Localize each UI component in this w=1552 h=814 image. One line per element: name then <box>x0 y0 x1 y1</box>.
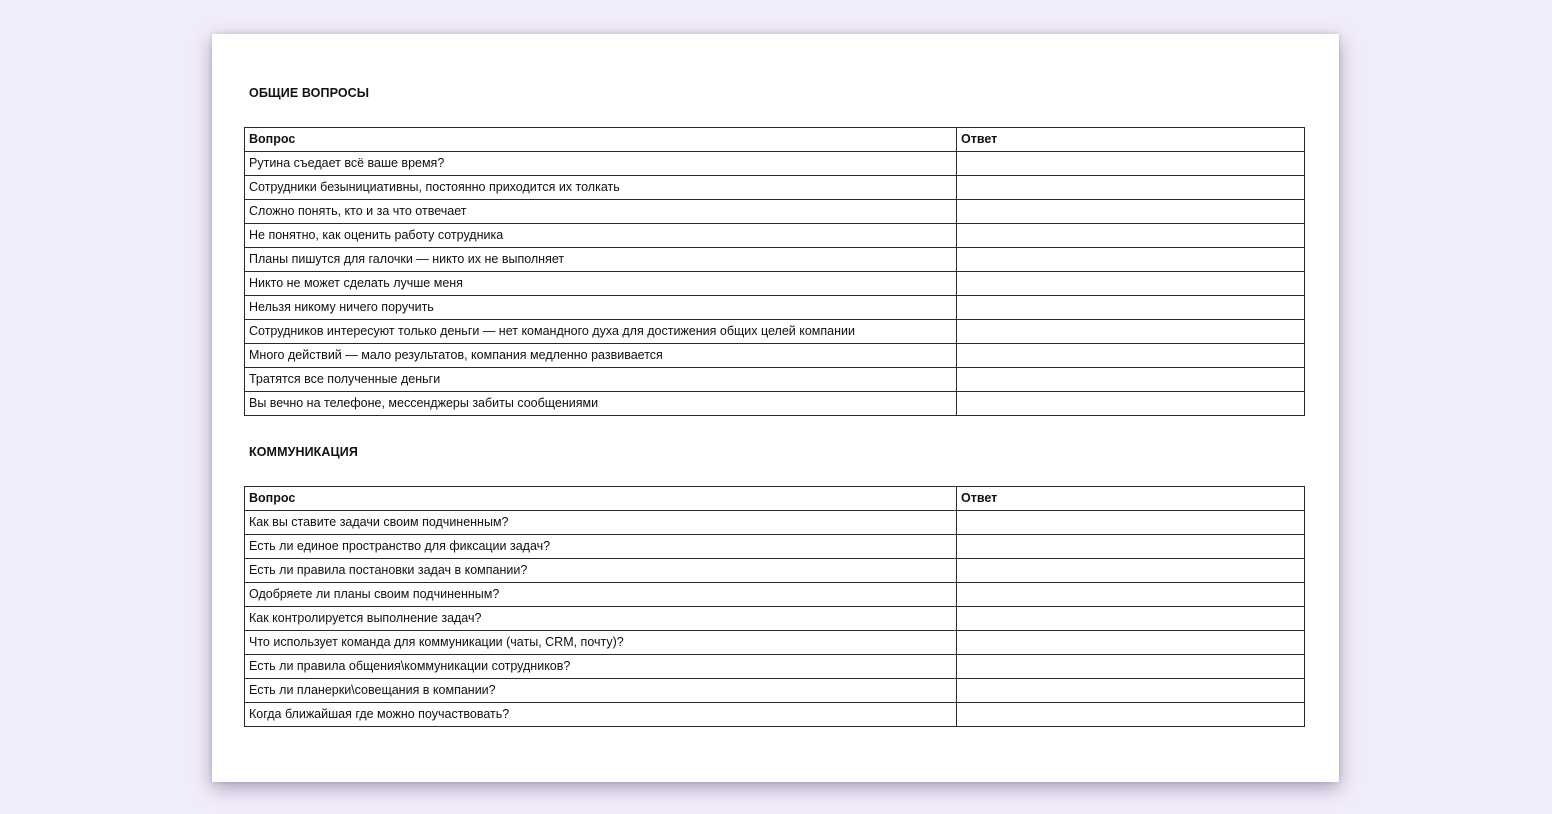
question-cell: Что использует команда для коммуникации (чаты, CRM, почту)? <box>245 631 957 655</box>
table-row <box>245 296 1305 320</box>
answer-cell[interactable] <box>957 535 1305 559</box>
answer-cell[interactable] <box>957 392 1305 416</box>
answer-cell[interactable] <box>957 176 1305 200</box>
section-title-communication: КОММУНИКАЦИЯ <box>249 445 358 459</box>
answer-cell[interactable] <box>957 607 1305 631</box>
question-cell: Рутина съедает всё ваше время? <box>245 152 957 176</box>
answer-cell[interactable] <box>957 559 1305 583</box>
table-row <box>245 511 1305 535</box>
communication-questions-table <box>244 486 1305 727</box>
table-row <box>245 320 1305 344</box>
answer-cell[interactable] <box>957 272 1305 296</box>
answer-cell[interactable] <box>957 679 1305 703</box>
question-cell: Как контролируется выполнение задач? <box>245 607 957 631</box>
table-row <box>245 224 1305 248</box>
question-cell: Есть ли правила постановки задач в компании? <box>245 559 957 583</box>
question-cell: Вы вечно на телефоне, мессенджеры забиты сообщениями <box>245 392 957 416</box>
table-row <box>245 200 1305 224</box>
question-cell: Сотрудников интересуют только деньги — нет командного духа для достижения общих целей компании <box>245 320 957 344</box>
answer-cell[interactable] <box>957 224 1305 248</box>
section-title-general: ОБЩИЕ ВОПРОСЫ <box>249 86 370 100</box>
answer-cell[interactable] <box>957 152 1305 176</box>
table-row <box>245 679 1305 703</box>
table-row <box>245 583 1305 607</box>
table-row <box>245 152 1305 176</box>
general-questions-table <box>244 127 1305 416</box>
answer-column-header: Ответ <box>957 128 1305 152</box>
question-cell: Как вы ставите задачи своим подчиненным? <box>245 511 957 535</box>
question-cell: Планы пишутся для галочки — никто их не выполняет <box>245 248 957 272</box>
table-row <box>245 248 1305 272</box>
question-cell: Нельзя никому ничего поручить <box>245 296 957 320</box>
answer-cell[interactable] <box>957 368 1305 392</box>
answer-cell[interactable] <box>957 655 1305 679</box>
answer-cell[interactable] <box>957 583 1305 607</box>
table-row <box>245 272 1305 296</box>
table-row <box>245 392 1305 416</box>
table-body <box>245 511 1305 727</box>
table-row <box>245 368 1305 392</box>
question-cell: Когда ближайшая где можно поучаствовать? <box>245 703 957 727</box>
question-column-header: Вопрос <box>245 128 957 152</box>
table-header-row <box>245 128 1305 152</box>
answer-cell[interactable] <box>957 344 1305 368</box>
table-row <box>245 535 1305 559</box>
table-row <box>245 607 1305 631</box>
question-cell: Сотрудники безынициативны, постоянно приходится их толкать <box>245 176 957 200</box>
question-cell: Есть ли единое пространство для фиксации задач? <box>245 535 957 559</box>
question-cell: Одобряете ли планы своим подчиненным? <box>245 583 957 607</box>
question-column-header: Вопрос <box>245 487 957 511</box>
question-cell: Есть ли правила общения\коммуникации сотрудников? <box>245 655 957 679</box>
answer-cell[interactable] <box>957 296 1305 320</box>
table-body <box>245 152 1305 416</box>
table-row <box>245 344 1305 368</box>
table-row <box>245 631 1305 655</box>
table-row <box>245 703 1305 727</box>
table-row <box>245 559 1305 583</box>
answer-cell[interactable] <box>957 703 1305 727</box>
answer-cell[interactable] <box>957 631 1305 655</box>
question-cell: Никто не может сделать лучше меня <box>245 272 957 296</box>
answer-cell[interactable] <box>957 320 1305 344</box>
table-row <box>245 655 1305 679</box>
question-cell: Не понятно, как оценить работу сотрудника <box>245 224 957 248</box>
question-cell: Много действий — мало результатов, компания медленно развивается <box>245 344 957 368</box>
question-cell: Сложно понять, кто и за что отвечает <box>245 200 957 224</box>
question-cell: Есть ли планерки\совещания в компании? <box>245 679 957 703</box>
answer-cell[interactable] <box>957 248 1305 272</box>
answer-column-header: Ответ <box>957 487 1305 511</box>
document-page <box>212 34 1339 782</box>
table-row <box>245 176 1305 200</box>
answer-cell[interactable] <box>957 511 1305 535</box>
table-header-row <box>245 487 1305 511</box>
question-cell: Тратятся все полученные деньги <box>245 368 957 392</box>
answer-cell[interactable] <box>957 200 1305 224</box>
